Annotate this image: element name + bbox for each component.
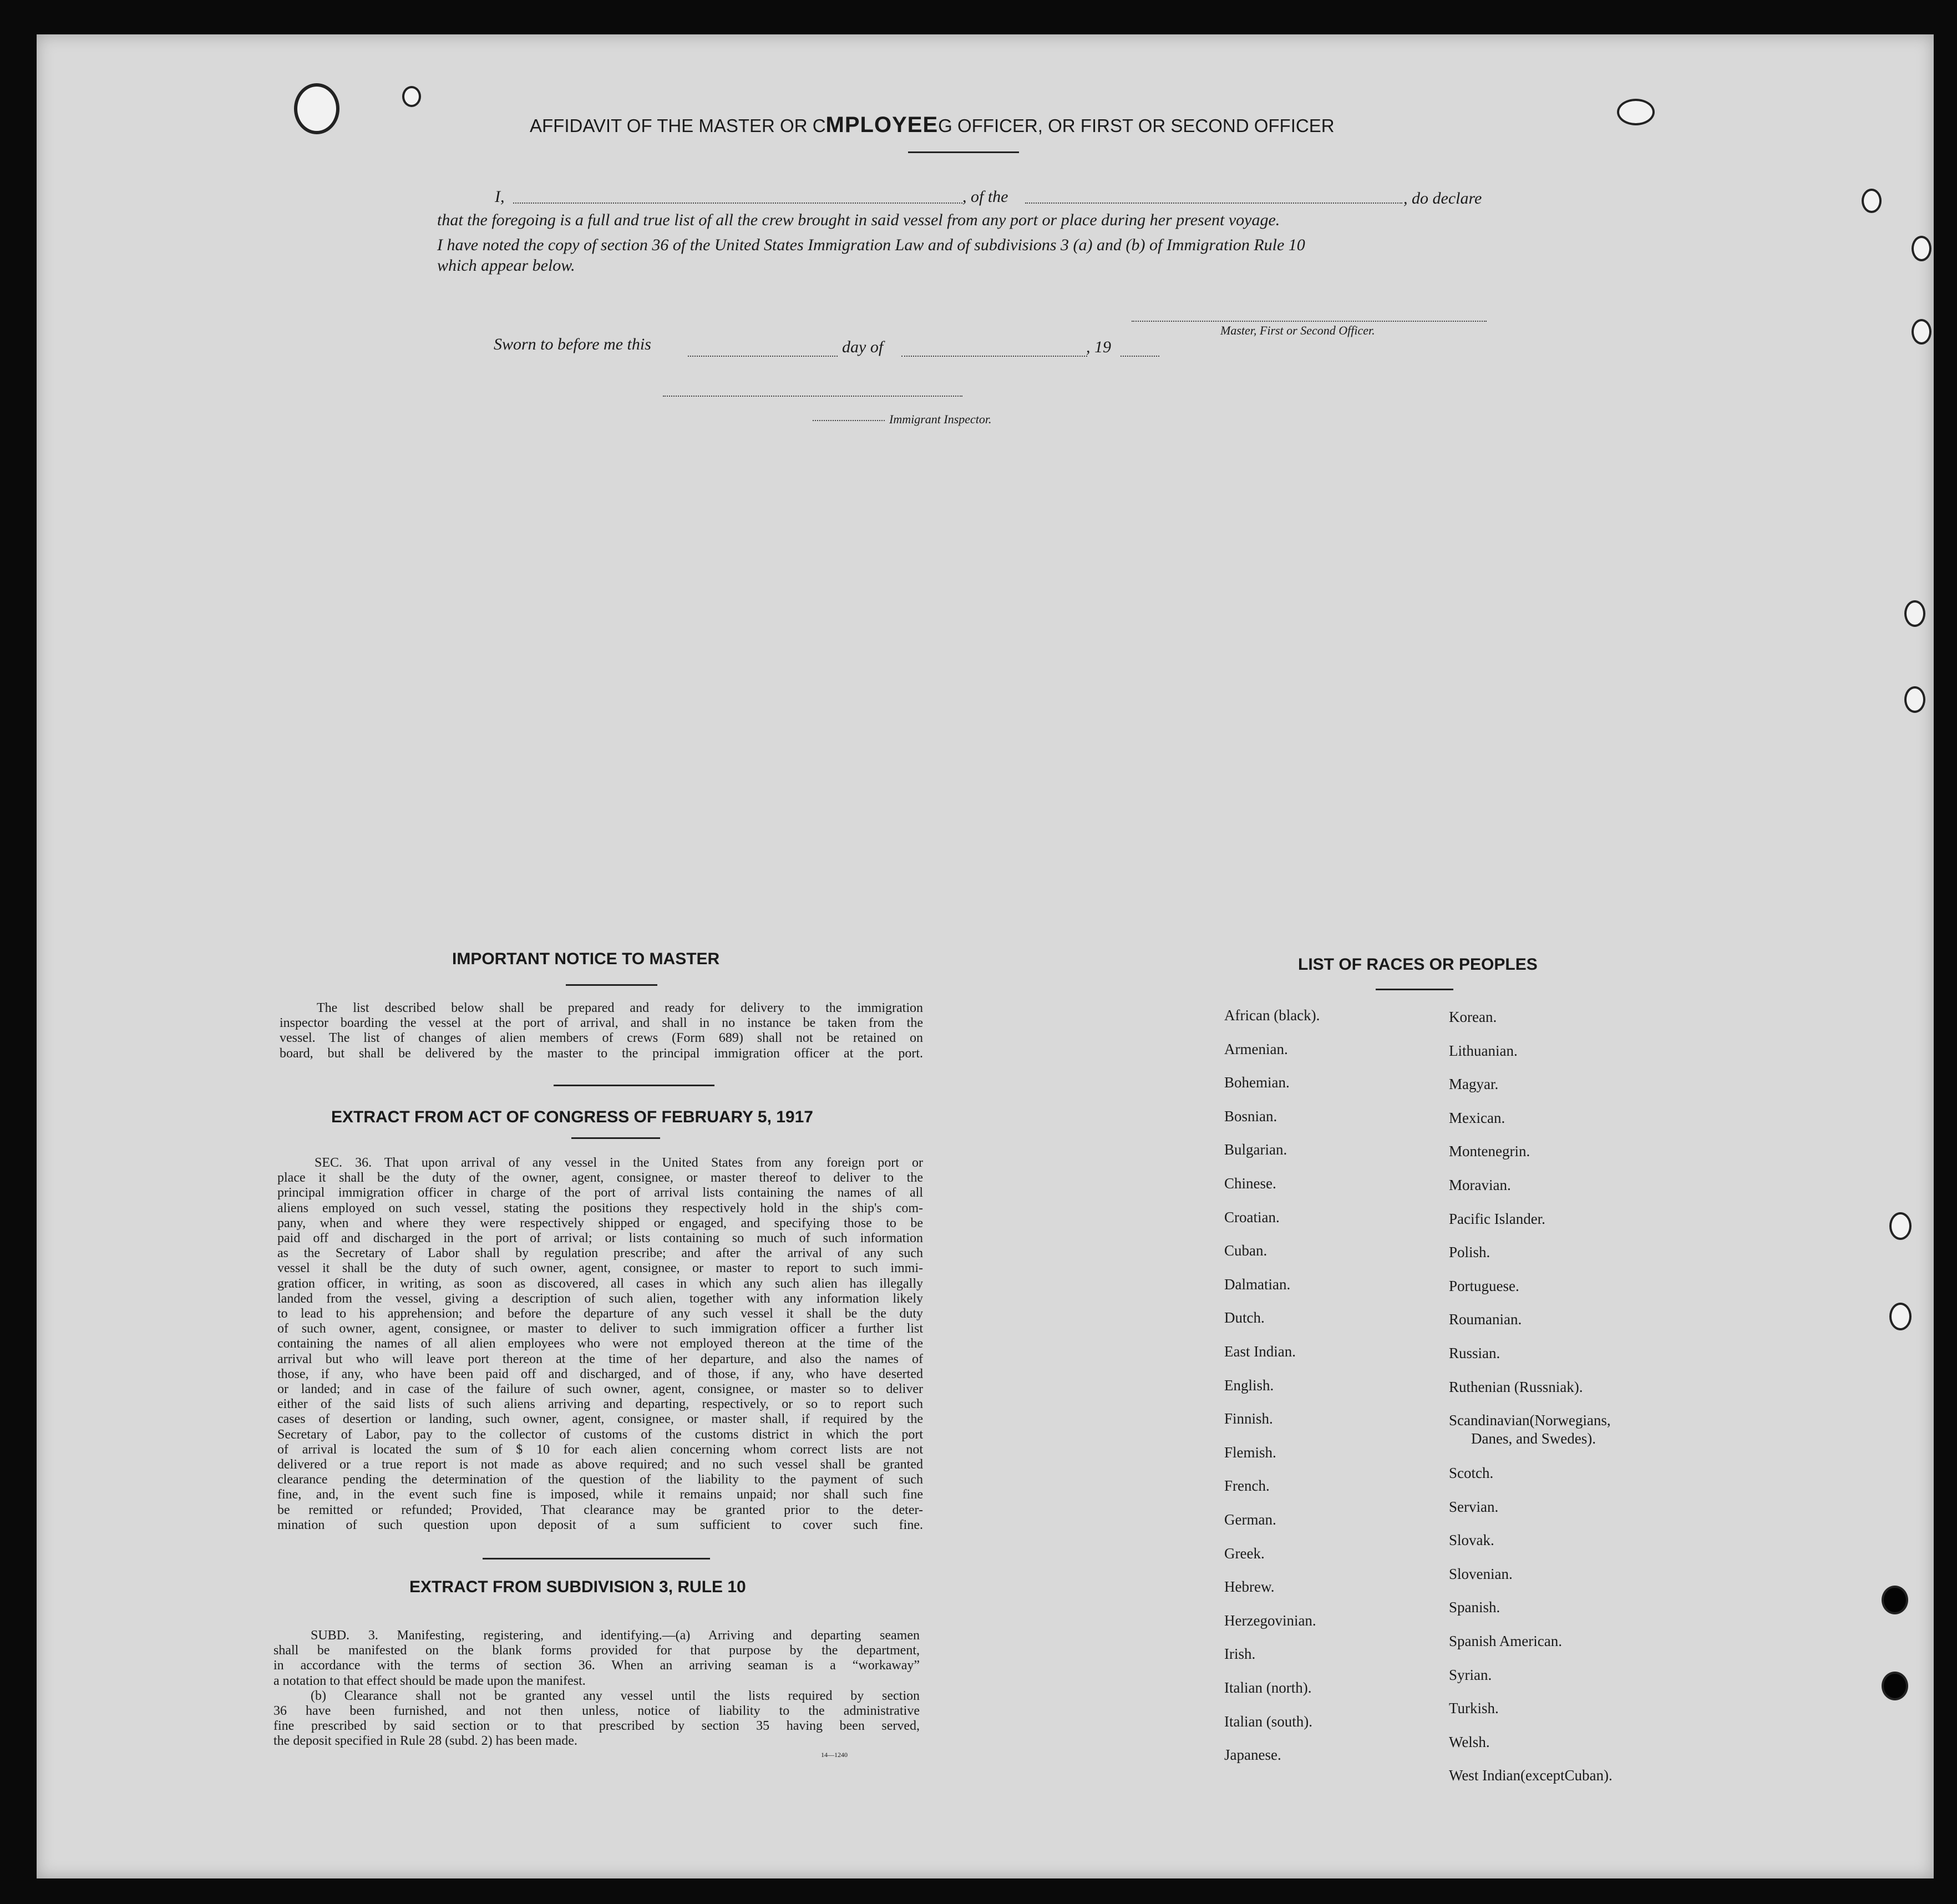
act-line-8: vessel it shall be the duty of such owner, agent, consignee, or master to report to such immi- (277, 1261, 923, 1276)
race-left-item-23: Japanese. (1224, 1746, 1281, 1763)
act-line-10: landed from the vessel, giving a description of such alien, together with any information likely (277, 1291, 923, 1306)
act-paragraph (277, 1156, 923, 1533)
act-line-23: fine, and, in the event such fine is imposed, while it remains unpaid; nor shall such fine (277, 1487, 923, 1502)
master-signature-label: Master, First or Second Officer. (1220, 323, 1375, 337)
act-line-21: delivered or a true report is not made as above required; and no such vessel shall be granted (277, 1457, 923, 1472)
race-right-item-16: Servian. (1449, 1498, 1499, 1515)
document-page (37, 34, 1934, 1878)
race-right-item-21: Syrian. (1449, 1667, 1492, 1683)
race-left-item-6: Chinese. (1224, 1175, 1276, 1192)
notice-line-3: vessel. The list of changes of alien members of crews (Form 689) shall not be retained on (280, 1031, 923, 1046)
race-left-item-3: Bohemian. (1224, 1074, 1290, 1091)
act-line-11: to lead to his apprehension; and before the departure of any such vessel it shall be the duty (277, 1307, 923, 1321)
act-line-2: place it shall be the duty of the owner, agent, consignee, or master thereof to deliver to the (277, 1171, 923, 1186)
year-label: , 19 (1086, 338, 1111, 356)
act-line-14: arrival but who will leave port thereon at the time of her departure, and also the names of (277, 1351, 923, 1366)
race-right-item-24: West Indian(exceptCuban). (1449, 1767, 1613, 1784)
act-line-12: of such owner, agent, consignee, or master to deliver to such immigration officer a further list (277, 1321, 923, 1336)
act-line-4: aliens employed on such vessel, stating the positions they respectively hold in the ship's com- (277, 1201, 923, 1216)
act-line-9: gration officer, in writing, as soon as discovered, all cases in which any such alien has illegally (277, 1276, 923, 1291)
race-right-item-12: Ruthenian (Russniak). (1449, 1379, 1583, 1395)
punch-hole-top-right (1617, 99, 1655, 125)
race-left-item-7: Croatian. (1224, 1209, 1280, 1226)
race-left-item-10: Dutch. (1224, 1309, 1265, 1326)
inspector-signature-line (663, 396, 962, 397)
notice-title: IMPORTANT NOTICE TO MASTER (452, 950, 720, 968)
punch-hole-right-3 (1912, 319, 1931, 345)
race-right-item-3: Magyar. (1449, 1076, 1499, 1092)
race-right-item-2: Lithuanian. (1449, 1042, 1518, 1059)
act-line-18: cases of desertion or landing, such owner, agent, consignee, or master shall, if required by the (277, 1412, 923, 1427)
act-title-rule (571, 1137, 660, 1139)
act-line-1: SEC. 36. That upon arrival of any vessel in the United States from any foreign port or (315, 1156, 923, 1170)
affidavit-do-declare: , do declare (1403, 189, 1482, 207)
race-left-item-16: German. (1224, 1511, 1276, 1528)
notice-paragraph (280, 1001, 923, 1061)
rule-line-1: SUBD. 3. Manifesting, registering, and identifying.—(a) Arriving and departing seamen (311, 1628, 920, 1643)
punch-hole-right-4 (1904, 600, 1925, 627)
punch-hole-small (402, 86, 421, 107)
race-left-item-2: Armenian. (1224, 1041, 1288, 1057)
race-right-item-11: Russian. (1449, 1345, 1500, 1361)
affidavit-heading (530, 113, 1335, 138)
affidavit-i-label: I, (495, 188, 505, 206)
race-right-item-15: Scotch. (1449, 1465, 1494, 1481)
act-line-16: or landed; and in case of the failure of such owner, agent, consignee, or master so to deliver (277, 1382, 923, 1397)
race-left-item-4: Bosnian. (1224, 1108, 1277, 1125)
race-left-item-1: African (black). (1224, 1007, 1320, 1024)
notice-line-4: board, but shall be delivered by the master to the principal immigration officer at the port. (280, 1046, 923, 1061)
race-left-item-11: East Indian. (1224, 1343, 1296, 1360)
race-right-item-9: Portuguese. (1449, 1278, 1519, 1294)
day-blank (688, 356, 838, 357)
race-right-item-1: Korean. (1449, 1009, 1497, 1025)
race-left-item-14: Flemish. (1224, 1444, 1276, 1461)
race-left-item-8: Cuban. (1224, 1242, 1268, 1259)
race-left-item-22: Italian (south). (1224, 1713, 1312, 1730)
race-left-item-19: Herzegovinian. (1224, 1612, 1316, 1629)
race-right-item-4: Mexican. (1449, 1110, 1505, 1126)
notice-title-rule (566, 984, 657, 986)
rule-line-4: a notation to that effect should be made upon the manifest. (273, 1673, 586, 1688)
notice-end-rule (554, 1085, 714, 1086)
race-right-item-7: Pacific Islander. (1449, 1211, 1545, 1227)
name-blank (513, 202, 962, 204)
act-line-13: containing the names of all alien employees who were not employed thereon at the time of the (277, 1336, 923, 1351)
act-line-7: as the Secretary of Labor shall by regulation prescribe; and after the arrival of any such (277, 1246, 923, 1261)
rule-line-8: the deposit specified in Rule 28 (subd. 2) has been made. (273, 1734, 577, 1749)
rule-title: EXTRACT FROM SUBDIVISION 3, RULE 10 (409, 1578, 746, 1596)
race-left-item-20: Irish. (1224, 1645, 1256, 1662)
act-end-rule (483, 1558, 710, 1559)
act-line-25: mination of such question upon deposit of a sum sufficient to cover such fine. (277, 1517, 923, 1532)
race-left-item-9: Dalmatian. (1224, 1276, 1291, 1293)
year-blank (1121, 356, 1159, 357)
notice-line-2: inspector boarding the vessel at the port of arrival, and shall in no instance be taken from the (280, 1016, 923, 1031)
punch-hole-top-left (294, 83, 339, 134)
race-right-item-23: Welsh. (1449, 1734, 1490, 1750)
race-right-item-8: Polish. (1449, 1244, 1490, 1260)
races-title: LIST OF RACES OR PEOPLES (1298, 955, 1538, 974)
rule-line-6: 36 have been furnished, and not then unless, notice of liability to the administrative (273, 1704, 920, 1719)
race-right-item-17: Slovak. (1449, 1532, 1494, 1548)
affidavit-heading-left: AFFIDAVIT OF THE MASTER OR C (530, 115, 826, 136)
sworn-label: Sworn to before me this (494, 335, 651, 353)
rule-paragraph (273, 1628, 920, 1749)
affidavit-heading-right: G OFFICER, OR FIRST OR SECOND OFFICER (938, 115, 1335, 136)
inspector-short-line (813, 420, 885, 421)
rule-line-7: fine prescribed by said section or to that prescribed by section 35 having been served, (273, 1719, 920, 1734)
punch-hole-right-7 (1889, 1303, 1912, 1330)
rule-line-3: in accordance with the terms of section 36. When an arriving seaman is a “workaway” (273, 1658, 920, 1673)
master-signature-line (1132, 321, 1487, 322)
rule-line-2: shall be manifested on the blank forms provided for that purpose by the department, (273, 1643, 920, 1658)
act-line-15: those, if any, who have been paid off and discharged, and of those, if any, who have deserted (277, 1366, 923, 1381)
race-right-item-14: Danes, and Swedes). (1471, 1430, 1596, 1447)
act-line-3: principal immigration officer in charge of the port of arrival lists containing the names of all (277, 1186, 923, 1201)
rule-line-5: (b) Clearance shall not be granted any vessel until the lists required by section (311, 1688, 920, 1703)
race-right-item-13: Scandinavian(Norwegians, (1449, 1412, 1611, 1429)
affidavit-body-line-3: which appear below. (437, 256, 575, 275)
race-left-item-13: Finnish. (1224, 1410, 1273, 1427)
race-left-item-15: French. (1224, 1477, 1270, 1494)
race-left-item-12: English. (1224, 1377, 1274, 1394)
vessel-blank (1025, 202, 1402, 204)
race-right-item-22: Turkish. (1449, 1700, 1499, 1716)
act-line-24: be remitted or refunded; Provided, That clearance may be granted prior to the deter- (277, 1502, 923, 1517)
punch-hole-right-6 (1889, 1212, 1912, 1240)
act-title: EXTRACT FROM ACT OF CONGRESS OF FEBRUARY 5, 1917 (331, 1108, 813, 1126)
race-right-item-20: Spanish American. (1449, 1633, 1562, 1649)
race-left-item-21: Italian (north). (1224, 1679, 1312, 1696)
act-line-19: Secretary of Labor, pay to the collector of customs of the customs district in which the port (277, 1427, 923, 1442)
inspector-label: Immigrant Inspector. (889, 412, 992, 426)
punch-hole-right-9 (1882, 1672, 1908, 1700)
punch-hole-right-2 (1912, 236, 1931, 261)
act-line-5: pany, when and where they were respectively shipped or engaged, and specifying those to be (277, 1216, 923, 1230)
race-left-item-18: Hebrew. (1224, 1578, 1275, 1595)
day-of-label: day of (842, 338, 884, 356)
races-title-rule (1376, 989, 1453, 990)
race-left-item-5: Bulgarian. (1224, 1141, 1287, 1158)
punch-hole-right-8 (1882, 1586, 1908, 1614)
race-right-item-6: Moravian. (1449, 1177, 1511, 1193)
notice-line-1: The list described below shall be prepared and ready for delivery to the immigration (317, 1001, 923, 1015)
employer-stamp: MPLOYEE (825, 113, 939, 137)
act-line-6: paid off and discharged in the port of arrival; or lists containing so much of such information (277, 1231, 923, 1246)
punch-hole-right-5 (1904, 686, 1925, 713)
month-blank (901, 356, 1087, 357)
race-right-item-18: Slovenian. (1449, 1566, 1513, 1582)
race-right-item-19: Spanish. (1449, 1599, 1500, 1616)
act-line-22: clearance pending the determination of the question of the liability to the payment of such (277, 1472, 923, 1487)
act-line-17: either of the said lists of such aliens arriving and departing, respectively, or so to report such (277, 1397, 923, 1412)
punch-hole-right-1 (1862, 189, 1882, 213)
race-right-item-10: Roumanian. (1449, 1311, 1522, 1328)
act-line-20: of arrival is located the sum of $ 10 for each alien concerning whom correct lists are not (277, 1442, 923, 1457)
affidavit-of-the: , of the (962, 188, 1008, 206)
affidavit-body-line-1: that the foregoing is a full and true list of all the crew brought in said vessel from any port or place during her present voyage. (437, 211, 1280, 229)
race-right-item-5: Montenegrin. (1449, 1143, 1530, 1159)
affidavit-body-line-2: I have noted the copy of section 36 of the United States Immigration Law and of subdivisions 3 (a) and (b) of Immigration Rule 10 (437, 236, 1305, 254)
form-number: 14—1240 (821, 1751, 848, 1759)
race-left-item-17: Greek. (1224, 1545, 1265, 1562)
affidavit-divider (908, 151, 1019, 153)
